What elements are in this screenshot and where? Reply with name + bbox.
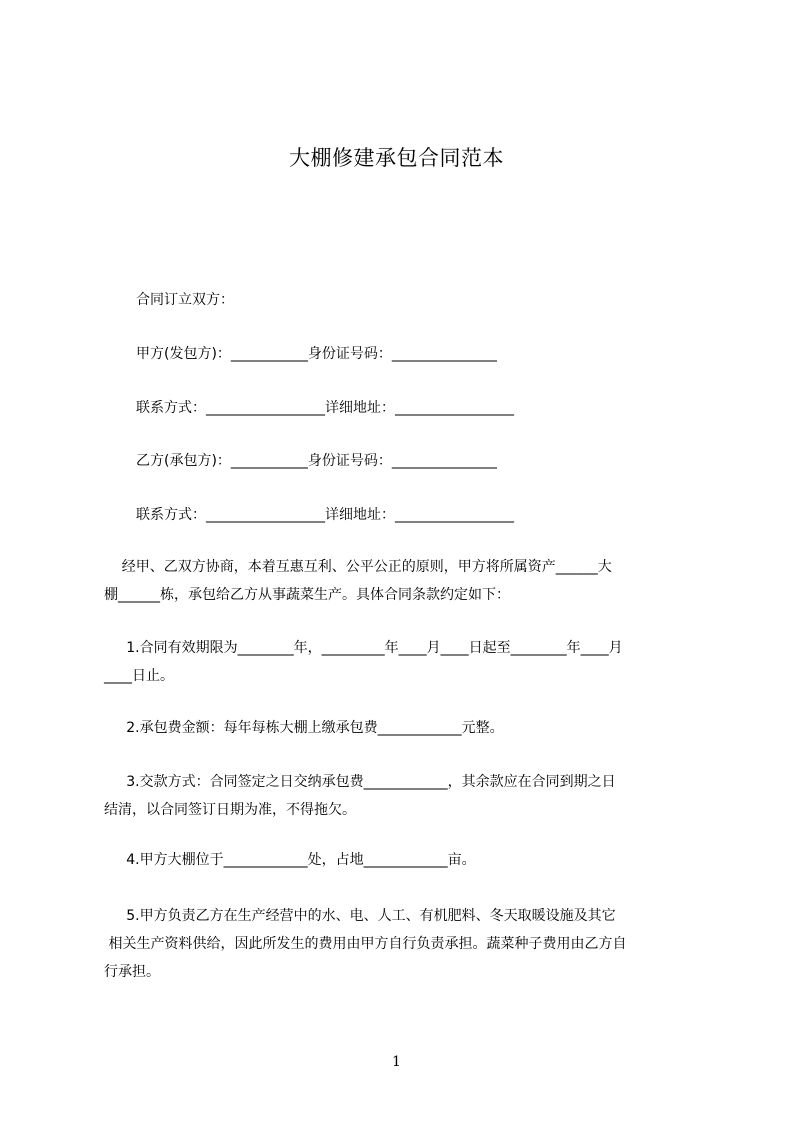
- page-number: 1: [392, 1054, 401, 1070]
- clause-2: [104, 714, 704, 742]
- party-b-contact-line: 联系方式：_________________详细地址：_________________: [136, 507, 514, 523]
- intro-paragraph: [104, 553, 704, 609]
- clause-5-line-3: 行承担。: [104, 964, 160, 980]
- clause-1-line-2: ____日止。: [104, 668, 174, 684]
- parties-heading: 合同订立双方：: [136, 292, 234, 308]
- document-title: 大棚修建承包合同范本: [289, 146, 504, 170]
- clause-4: [104, 846, 704, 874]
- party-b-identity-line: 乙方(承包方)：___________身份证号码：_______________: [136, 453, 497, 469]
- party-a-contact-line: 联系方式：_________________详细地址：_________________: [136, 400, 514, 416]
- clause-3: [104, 768, 704, 824]
- clause-4-line-1: 4.甲方大棚位于____________处，占地____________亩。: [104, 852, 476, 868]
- party-a-identity-line: 甲方(发包方)：___________身份证号码：_______________: [136, 346, 497, 362]
- intro-line-1: 经甲、乙双方协商，本着互惠互利、公平公正的原则，甲方将所属资产______大: [104, 559, 612, 575]
- clause-3-line-1: 3.交款方式：合同签定之日交纳承包费____________，其余款应在合同到期之日: [104, 774, 616, 790]
- clause-5: [104, 902, 704, 986]
- clause-3-line-2: 结清，以合同签订日期为准，不得拖欠。: [104, 802, 356, 818]
- clause-1-line-1: 1.合同有效期限为________年，_________年____月____日起至________年____月: [104, 640, 623, 656]
- clause-5-line-1: 5.甲方负责乙方在生产经营中的水、电、人工、有机肥料、冬天取暖设施及其它: [104, 908, 616, 924]
- clause-5-line-2: 相关生产资料供给，因此所发生的费用由甲方自行负责承担。蔬菜种子费用由乙方自: [104, 936, 627, 952]
- clause-2-line-1: 2.承包费金额：每年每栋大棚上缴承包费____________元整。: [104, 720, 504, 736]
- clause-1: [104, 634, 704, 690]
- intro-line-2: 棚______栋，承包给乙方从事蔬菜生产。具体合同条款约定如下：: [104, 587, 510, 603]
